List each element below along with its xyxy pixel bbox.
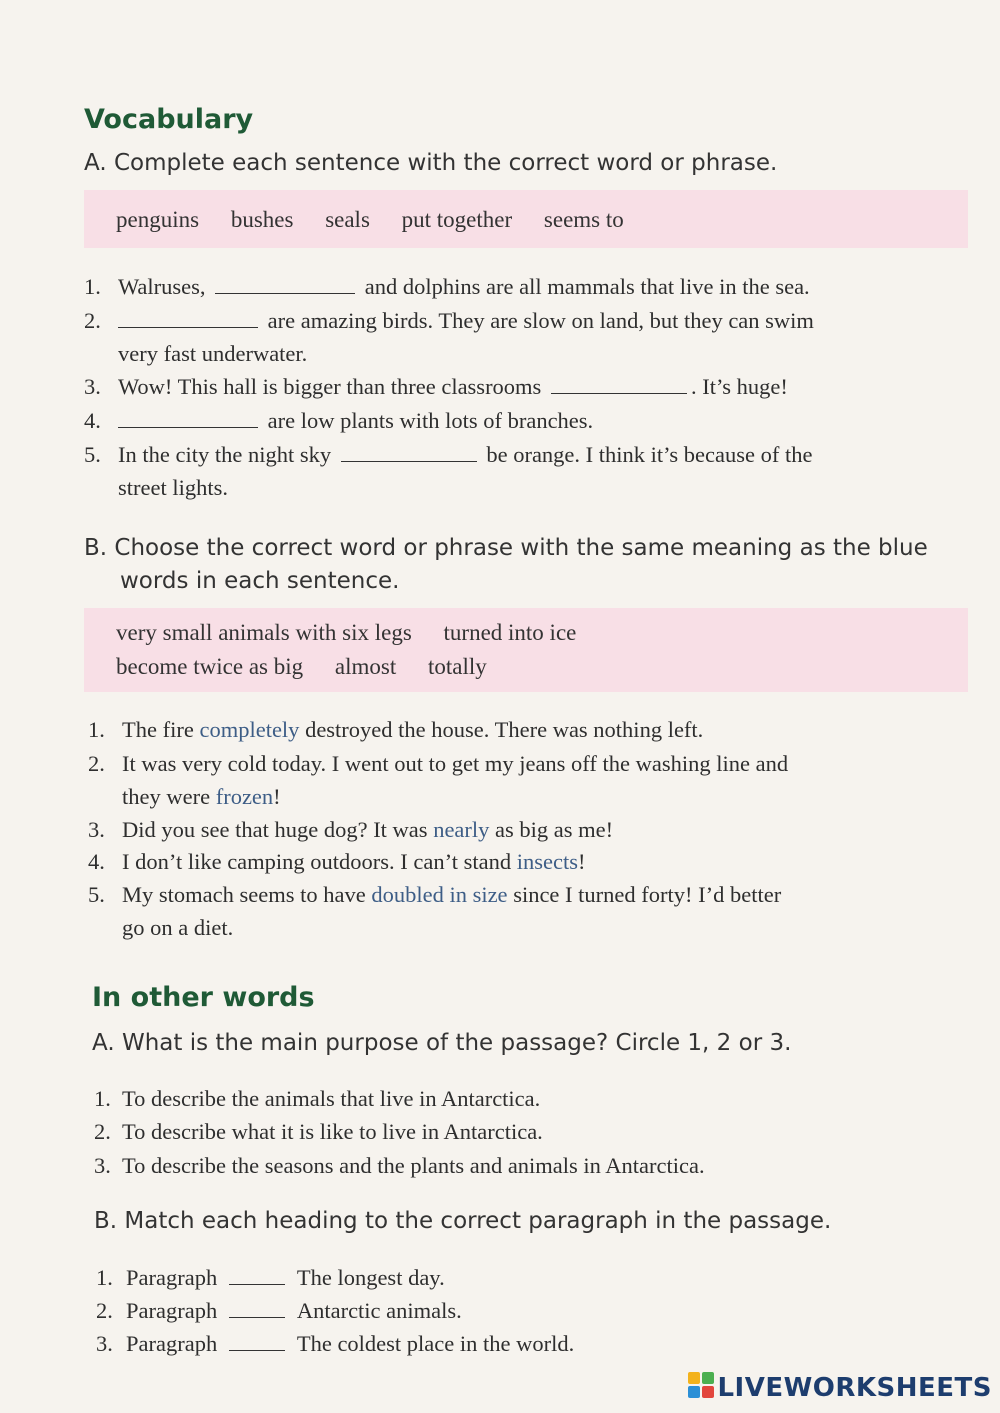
item-label: Paragraph	[126, 1265, 218, 1290]
item-number: 3.	[94, 1153, 111, 1178]
answer-blank[interactable]	[118, 311, 258, 328]
word-option: seals	[325, 207, 370, 232]
item-number: 1.	[94, 1086, 111, 1111]
word-option: almost	[334, 654, 397, 679]
word-option: seems to	[543, 207, 624, 232]
vocab-a-word-box	[84, 190, 968, 248]
item-text: Antarctic animals.	[296, 1298, 462, 1323]
liveworksheets-logo-icon	[688, 1372, 714, 1405]
answer-blank[interactable]	[229, 1301, 285, 1318]
item-text: !	[273, 784, 281, 809]
blue-word: insects	[516, 849, 578, 874]
item-number: 2.	[96, 1298, 113, 1323]
answer-blank[interactable]	[229, 1334, 285, 1351]
word-option: turned into ice	[443, 620, 577, 645]
vocab-b-word-box	[84, 608, 968, 692]
blue-word: completely	[199, 717, 300, 742]
item-text: The fire	[122, 717, 194, 742]
item-text-continued: go on a diet.	[122, 915, 234, 940]
item-text: To describe the seasons and the plants and animals in Antarctica.	[122, 1153, 705, 1178]
vocab-a-item-2	[84, 304, 964, 370]
item-text-continued: they were	[122, 784, 211, 809]
item-text: since I turned forty! I’d better	[513, 882, 782, 907]
item-text: . It’s huge!	[690, 374, 788, 399]
other-b-item-2	[96, 1294, 976, 1327]
logo-text: LIVEWORKSHEETS	[717, 1373, 992, 1403]
item-label: Paragraph	[126, 1331, 218, 1356]
in-other-words-heading: In other words	[92, 982, 315, 1013]
item-number: 4.	[84, 408, 101, 433]
blue-word: nearly	[433, 817, 490, 842]
liveworksheets-logo	[688, 1372, 992, 1405]
item-text: To describe the animals that live in Antarctica.	[122, 1086, 541, 1111]
item-text: are amazing birds. They are slow on land, but they can swim	[267, 308, 814, 333]
item-number: 1.	[88, 717, 105, 742]
other-a-item-2	[94, 1115, 974, 1148]
item-number: 4.	[88, 849, 105, 874]
word-option: put together	[401, 207, 513, 232]
item-number: 5.	[88, 882, 105, 907]
item-label: Paragraph	[126, 1298, 218, 1323]
word-option: bushes	[230, 207, 294, 232]
vocab-a-item-1	[84, 270, 964, 303]
answer-blank[interactable]	[551, 377, 687, 394]
answer-blank[interactable]	[215, 277, 355, 294]
instruction-line: B. Choose the correct word or phrase with the same meaning as the blue	[84, 535, 928, 561]
answer-blank[interactable]	[118, 411, 258, 428]
item-number: 3.	[84, 374, 101, 399]
vocab-a-item-3	[84, 370, 964, 403]
item-text: In the city the night sky	[118, 442, 332, 467]
item-number: 3.	[88, 817, 105, 842]
item-text: and dolphins are all mammals that live in the sea.	[364, 274, 810, 299]
answer-blank[interactable]	[229, 1268, 285, 1285]
item-number: 3.	[96, 1331, 113, 1356]
item-text: be orange. I think it’s because of the	[486, 442, 813, 467]
item-text: The coldest place in the world.	[296, 1331, 575, 1356]
word-option: totally	[427, 654, 487, 679]
vocab-a-instruction: A. Complete each sentence with the correct word or phrase.	[84, 150, 778, 176]
item-text: To describe what it is like to live in Antarctica.	[122, 1119, 543, 1144]
item-number: 2.	[84, 308, 101, 333]
item-text: Did you see that huge dog? It was	[122, 817, 428, 842]
item-text-continued: street lights.	[118, 475, 228, 500]
item-text: My stomach seems to have	[122, 882, 366, 907]
item-number: 1.	[84, 274, 101, 299]
vocab-b-item-2	[88, 747, 968, 813]
vocab-a-item-4	[84, 404, 964, 437]
item-text: as big as me!	[495, 817, 614, 842]
item-number: 2.	[88, 751, 105, 776]
item-number: 1.	[96, 1265, 113, 1290]
vocab-b-item-4	[88, 845, 968, 878]
other-a-instruction: A. What is the main purpose of the passage? Circle 1, 2 or 3.	[92, 1030, 792, 1056]
vocab-a-item-5	[84, 438, 964, 504]
item-text: Walruses,	[118, 274, 206, 299]
item-number: 5.	[84, 442, 101, 467]
vocabulary-heading: Vocabulary	[84, 104, 254, 135]
word-option: penguins	[116, 207, 200, 232]
word-option: become twice as big	[116, 654, 304, 679]
item-text-continued: very fast underwater.	[118, 341, 308, 366]
vocab-b-instruction	[84, 532, 928, 598]
other-b-item-1	[96, 1261, 976, 1294]
other-a-item-1	[94, 1082, 974, 1115]
item-number: 2.	[94, 1119, 111, 1144]
vocab-b-item-3	[88, 813, 968, 846]
instruction-line: words in each sentence.	[120, 568, 400, 594]
item-text: It was very cold today. I went out to get my jeans off the washing line and	[122, 751, 789, 776]
blue-word: frozen	[215, 784, 274, 809]
other-b-item-3	[96, 1327, 976, 1360]
item-text: The longest day.	[296, 1265, 445, 1290]
answer-blank[interactable]	[341, 445, 477, 462]
item-text: Wow! This hall is bigger than three classrooms	[118, 374, 542, 399]
other-b-instruction: B. Match each heading to the correct paragraph in the passage.	[94, 1208, 832, 1234]
item-text: are low plants with lots of branches.	[267, 408, 594, 433]
blue-word: doubled in size	[371, 882, 508, 907]
vocab-b-item-1	[88, 713, 968, 746]
item-text: destroyed the house. There was nothing left.	[305, 717, 704, 742]
item-text: !	[577, 849, 586, 874]
vocab-b-item-5	[88, 878, 968, 944]
item-text: I don’t like camping outdoors. I can’t stand	[122, 849, 512, 874]
other-a-item-3	[94, 1149, 974, 1182]
word-option: very small animals with six legs	[116, 620, 412, 645]
